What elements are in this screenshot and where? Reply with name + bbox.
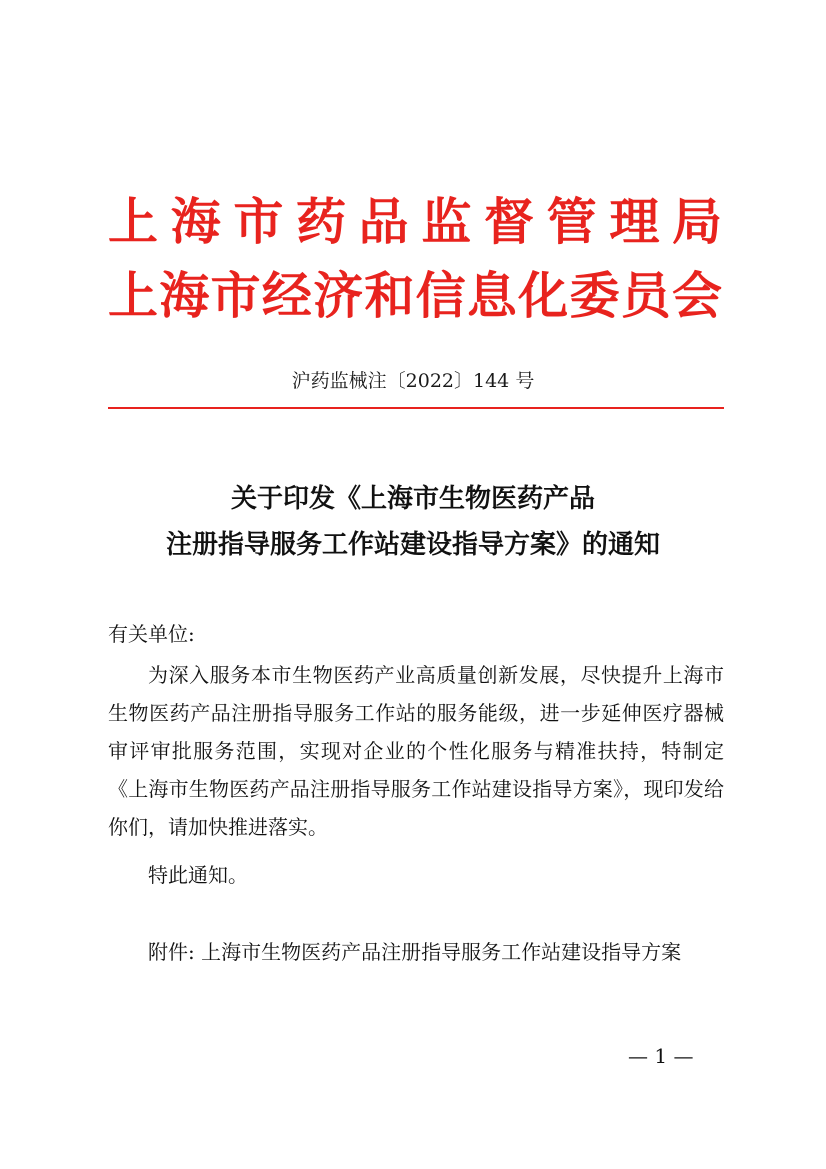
attachment-line: 附件: 上海市生物医药产品注册指导服务工作站建设指导方案 bbox=[148, 940, 682, 964]
document-number: 沪药监械注〔2022〕144 号 bbox=[291, 370, 535, 392]
issuer-name-1: 上海市药品监督管理局 bbox=[108, 192, 722, 251]
body-paragraph-2: 特此通知。 bbox=[148, 863, 248, 887]
red-divider-line bbox=[108, 407, 724, 409]
issuer-name-2: 上海市经济和信息化委员会 bbox=[108, 266, 722, 325]
page-number: — 1 — bbox=[628, 1044, 694, 1068]
salutation: 有关单位: bbox=[108, 622, 195, 646]
notice-title-line-2: 注册指导服务工作站建设指导方案》的通知 bbox=[165, 530, 660, 560]
notice-title-line-1: 关于印发《上海市生物医药产品 bbox=[230, 484, 595, 514]
body-paragraph-1: 为深入服务本市生物医药产业高质量创新发展，尽快提升上海市生物医药产品注册指导服务工作站的服务能级，进一步延伸医疗器械审评审批服务范围，实现对企业的个性化服务与精准扶持，特制定《上海市生物医药产品注册指导服务工作站建设指导方案》，现印发给你们，请加快推进落实。 bbox=[108, 663, 724, 839]
